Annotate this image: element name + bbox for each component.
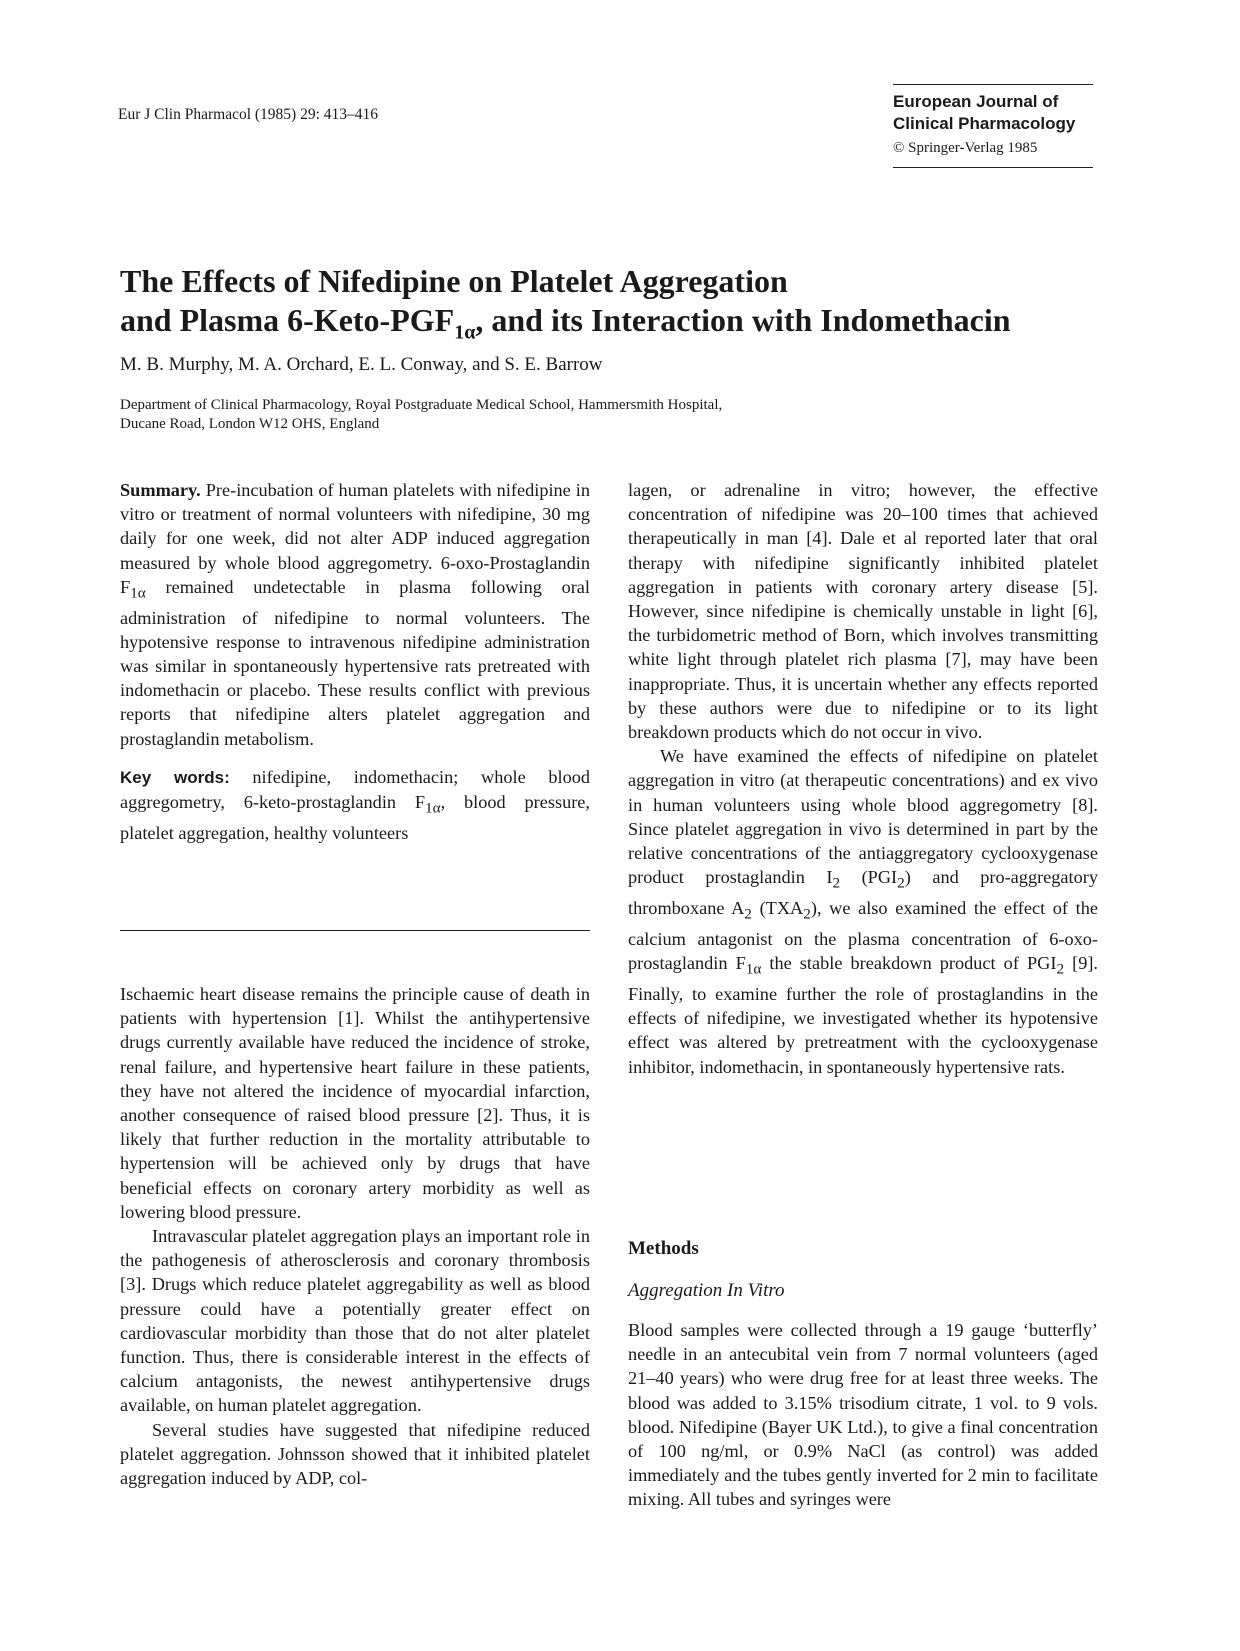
journal-citation: Eur J Clin Pharmacol (1985) 29: 413–416 — [118, 106, 379, 123]
introduction-block — [120, 982, 590, 1490]
right-column-intro — [628, 478, 1098, 1079]
methods-block — [628, 1318, 1098, 1512]
summary-divider — [120, 930, 590, 931]
methods-subheading: Aggregation In Vitro — [628, 1280, 785, 1301]
methods-paragraph-1: Blood samples were collected through a 19 gauge ‘butterfly’ needle in an antecubital vein from 7 normal volunteers (aged 21–40 years) who were drug free for at least three weeks. The blood was added to 3.15% trisodium citrate, 1 vol. to 9 vols. blood. Nifedipine (Bayer UK Ltd.), to give a final concentration of 100 ng/ml, or 0.9% NaCl (as control) was added immediately and the tubes gently inverted for 2 min to facilitate mixing. All tubes and syringes were — [628, 1320, 1098, 1510]
article-title — [120, 262, 1140, 352]
intro-paragraph-2: Intravascular platelet aggregation plays an important role in the pathogenesis of atherosclerosis and coronary thrombosis [3]. Drugs which reduce platelet aggregability as well as blood pressure could have a potentially greater effect on cardiovascular morbidity than those that do not alter platelet function. Thus, there is considerable interest in the effects of calcium antagonists, the newest antihypertensive drugs available, on human platelet aggregation. — [120, 1226, 590, 1416]
title-line-1: The Effects of Nifedipine on Platelet Aggregation — [120, 263, 788, 299]
methods-heading: Methods — [628, 1238, 699, 1259]
author-list: M. B. Murphy, M. A. Orchard, E. L. Conway, and S. E. Barrow — [120, 354, 603, 375]
journal-name-line1: European Journal of — [893, 92, 1059, 111]
right-paragraph-2: We have examined the effects of nifedipine on platelet aggregation in vitro (at therapeutic concentrations) and ex vivo in human volunteers using whole blood aggregometry [8]. Since platelet aggregation in vivo is determined in part by the relative concentrations of the antiaggregatory cyclooxygenase product prostaglandin $I_2$ $(PGI_2)$ and pro-aggregatory thromboxane $A_2$ $(TXA_2)$, we also examined the effect of the calcium antagonist on the plasma concentration of 6-oxo-prostaglandin $F_{1\alpha}$ the stable breakdown product of $PGI_2$ [9]. Finally, to examine further the role of prostaglandins in the effects of nifedipine, we investigated whether its hypotensive effect was altered by pretreatment with the cyclooxygenase inhibitor, indomethacin, in spontaneously hypertensive rats. — [628, 746, 1099, 1077]
journal-masthead — [893, 84, 1093, 168]
keywords-label: Key words: — [120, 767, 230, 787]
intro-paragraph-1: Ischaemic heart disease remains the principle cause of death in patients with hypertension [1]. Whilst the antihypertensive drugs currently available have reduced the incidence of stroke, renal failure, and hypertensive heart failure in these patients, they have not altered the incidence of myocardial infarction, another consequence of raised blood pressure [2]. Thus, it is likely that further reduction in the mortality attributable to hypertension will be achieved only by drugs that have beneficial effects on coronary artery morbidity as well as lowering blood pressure. — [120, 984, 590, 1222]
title-line-2: and Plasma $6-Keto-PGF_{1\alpha}$, and its Interaction with Indomethacin — [120, 302, 1011, 344]
affiliation: Department of Clinical Pharmacology, Royal Postgraduate Medical School, Hammersmith Hospital, Ducane Road, London W12 OHS, England — [120, 397, 723, 432]
summary-paragraph: Summary. Pre-incubation of human platelets with nifedipine in vitro or treatment of normal volunteers with nifedipine, 30 mg daily for one week, did not alter ADP induced aggregation measured by whole blood aggregometry. 6-oxo-Prostaglandin $F_{1\alpha}$ remained undetectable in plasma following oral administration of nifedipine to normal volunteers. The hypotensive response to intravenous nifedipine administration was similar in spontaneously hypertensive rats pretreated with indomethacin or placebo. These results conflict with previous reports that nifedipine alters platelet aggregation and prostaglandin metabolism. — [120, 480, 590, 749]
summary-label: Summary. — [120, 480, 201, 500]
right-paragraph-1: lagen, or adrenaline in vitro; however, the effective concentration of nifedipine was 20–100 times that achieved therapeutically in man [4]. Dale et al reported later that oral therapy with nifedipine significantly inhibited platelet aggregation in patients with coronary artery disease [5]. However, since nifedipine is chemically unstable in light [6], the turbidometric method of Born, which involves transmitting white light through platelet rich plasma [7], may have been inappropriate. Thus, it is uncertain whether any effects reported by these authors were due to nifedipine or to its light breakdown products which do not occur in vivo. — [628, 480, 1098, 743]
publisher-copyright: © Springer-Verlag 1985 — [893, 140, 1038, 156]
summary-block — [120, 478, 590, 845]
keywords-paragraph: Key words: nifedipine, indomethacin; whole blood aggregometry, 6-keto-prostaglandin $F_{1\alpha}$, blood pressure, platelet aggregation, healthy volunteers — [120, 766, 590, 843]
intro-paragraph-3: Several studies have suggested that nifedipine reduced platelet aggregation. Johnsson showed that it inhibited platelet aggregation induced by ADP, col- — [120, 1419, 590, 1489]
journal-name-line2: Clinical Pharmacology — [893, 114, 1076, 133]
